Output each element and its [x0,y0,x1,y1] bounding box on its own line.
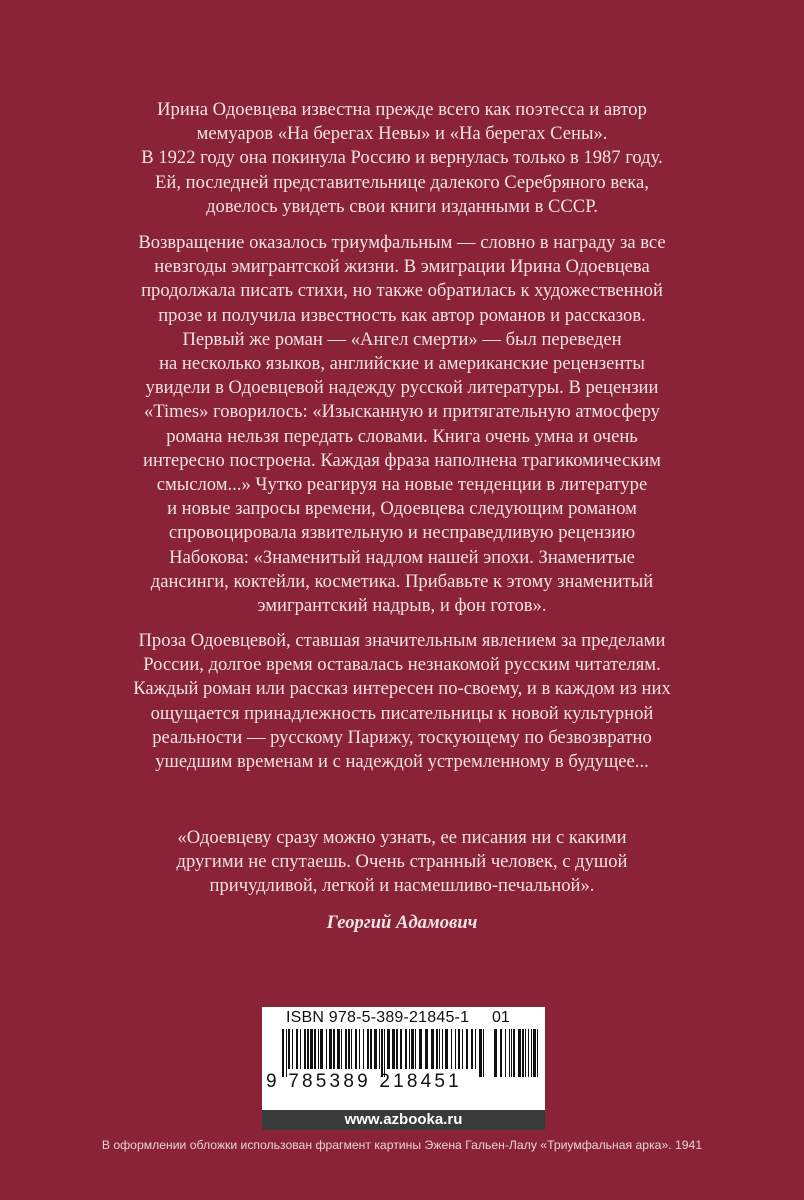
text-line: ушедшим временам и с надеждой устремленному в будущее... [155,751,649,773]
text-line: продолжала писать стихи, но также обратилась к художественной [141,280,663,302]
text-line: ощущается принадлежность писательницы к новой культурной [150,702,654,724]
text-line: Каждый роман или рассказ интересен по-своему, и в каждом из них [133,678,671,700]
body-paragraph [60,231,744,618]
text-line: увидели в Одоевцевой надежду русской литературы. В рецензии [145,377,659,399]
text-line: прозе и получила известность как автор романов и рассказов. [158,304,646,326]
text-line: В 1922 году она покинула Россию и вернулась только в 1987 году. [141,147,663,169]
text-line: эмигрантский надрыв, и фон готов». [257,595,547,617]
text-line: Возвращение оказалось триумфальным — словно в награду за все [138,232,666,253]
quote-author: Георгий Адамович [326,912,478,933]
text-line: романа нельзя передать словами. Книга очень умна и очень [166,425,638,447]
text-line: другими не спутаешь. Очень странный человек, с душой [176,851,628,873]
text-line: «Одоевцеву сразу можно узнать, ее писания ни с какими [177,827,627,848]
isbn-barcode [262,1007,545,1110]
text-line: причудливой, легкой и насмешливо-печальной». [209,875,595,897]
text-line: «Times» говорилось: «Изысканную и притягательную атмосферу [144,401,660,423]
review-quote [60,826,744,899]
cover-art-credit: В оформлении обложки использован фрагмент картины Эжена Гальен-Лалу «Триумфальная арка». 1941 [101,1138,703,1152]
text-line: интересно построена. Каждая фраза наполнена трагикомическим [143,449,661,471]
text-line: Ей, последней представительнице далекого Серебряного века, [155,171,649,193]
text-line: реальности — русскому Парижу, тоскующему по безвозвратно [152,726,652,748]
intro-paragraph [60,98,744,219]
isbn-number: ISBN 978-5-389-21845-1 [286,1009,470,1026]
text-line: Набокова: «Знаменитый надлом нашей эпохи. Знаменитые [169,546,635,568]
text-line: России, долгое время оставалась незнакомой русским читателям. [143,654,661,676]
text-line: Проза Одоевцевой, ставшая значительным явлением за пределами [138,630,666,651]
isbn-addon-code: 01 [492,1009,510,1026]
publisher-website[interactable]: www.azbooka.ru [262,1110,545,1130]
text-line: дансинги, коктейли, косметика. Прибавьте к этому знаменитый [150,570,654,592]
ean-digits: 9 785389 218451 [266,1071,462,1092]
closing-paragraph [60,629,744,774]
text-line: на несколько языков, английские и американские рецензенты [159,353,645,375]
text-line: мемуаров «На берегах Невы» и «На берегах Сены». [196,123,608,145]
text-line: Ирина Одоевцева известна прежде всего как поэтесса и автор [157,99,647,120]
text-line: довелось увидеть свои книги изданными в СССР. [206,195,598,217]
text-line: и новые запросы времени, Одоевцева следующим романом [167,498,637,520]
text-line: невзгоды эмигрантской жизни. В эмиграции Ирина Одоевцева [154,256,650,278]
text-line: спровоцировала язвительную и несправедливую рецензию [168,522,636,544]
text-line: смыслом...» Чутко реагируя на новые тенденции в литературе [156,474,648,496]
text-line: Первый же роман — «Ангел смерти» — был переведен [182,328,622,350]
